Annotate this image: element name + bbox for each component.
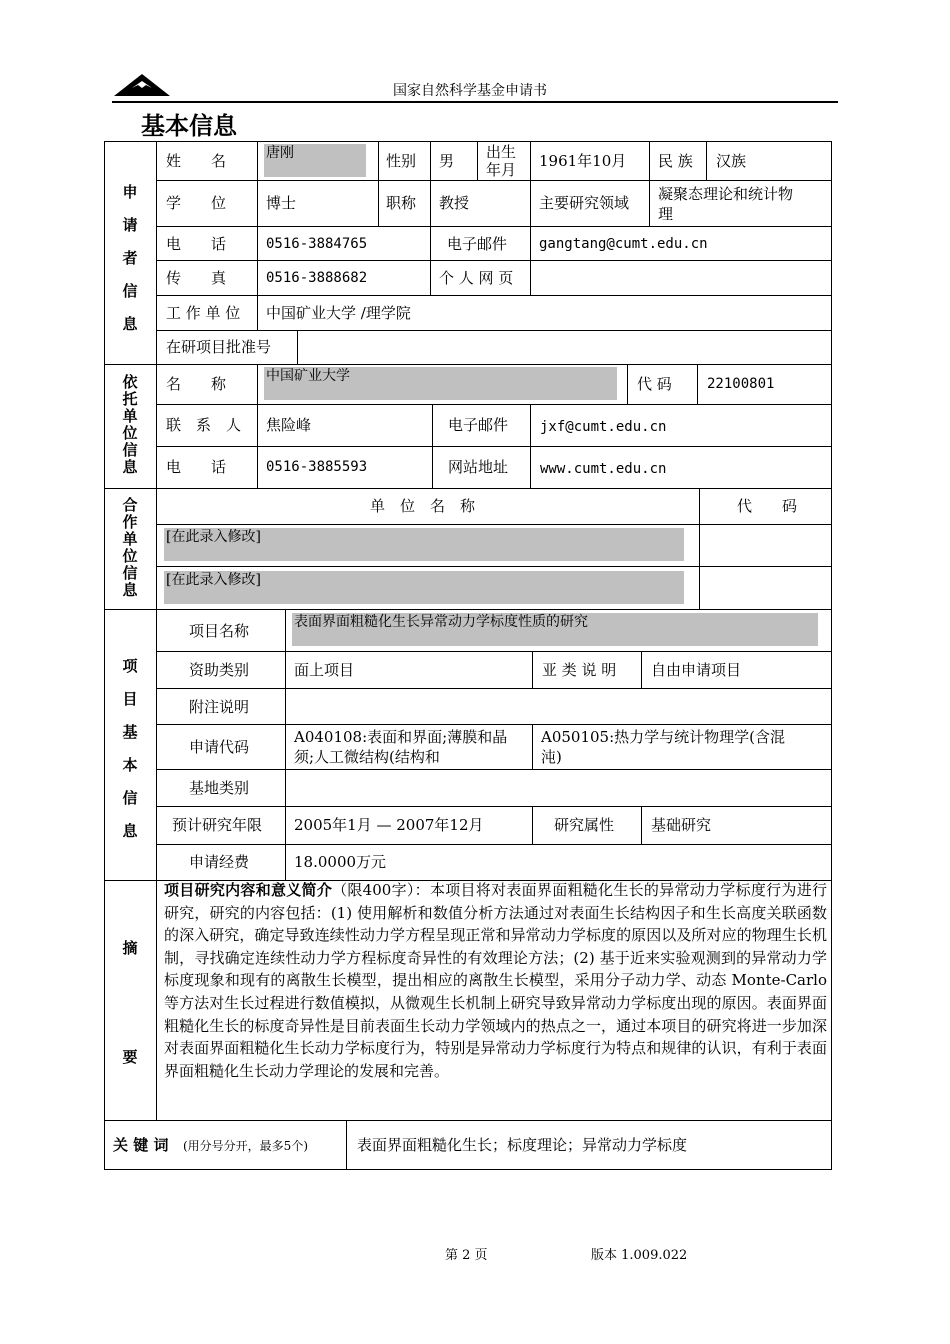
abstract-heading: 项目研究内容和意义简介 — [164, 881, 333, 899]
code-value-2[interactable]: A050105:热力学与统计物理学(含混 沌) — [541, 728, 786, 766]
host-phone-label: 电 话 — [166, 458, 227, 476]
page-number: 第 2 页 — [445, 1248, 488, 1263]
host-email-value[interactable]: jxf@cumt.edu.cn — [540, 419, 667, 435]
abstract-limit: （限400字） — [332, 881, 415, 899]
budget-value[interactable]: 18.0000万元 — [294, 853, 387, 871]
partners-group-label: 合 作 单 位 信 息 — [122, 496, 138, 599]
gender-value[interactable]: 男 — [439, 152, 455, 170]
logo-icon — [112, 70, 172, 100]
attr-value[interactable]: 基础研究 — [651, 816, 712, 834]
abstract-body: ：本项目将对表面界面粗糙化生长的异常动力学标度行为进行研究，研究的内容包括：(1) 使用解析和数值分析方法通过对表面生长结构因子和生长高度关联函数的深入研究，确定导致连续性动力学方程呈现正常和异常动力学标度的原因以及所对应的物理生长机制，寻找确定连续性动力学方程标度奇异性的有效理论方法；(2) 基于近来实验观测到的异常动力学标度现象和现有的离散生长模型，提出相应的离散生长模型，采用分子动力学、动态 Monte-Carlo 等方法对生长过程进行数值模拟，从微观生长机制上研究导致异常动力学标度出现的原因。表面界面粗糙化生长的标度奇异性是目前表面生长动力学领域内的热点之一，通过本项目的研究将进一步加深对表面界面粗糙化生长动力学标度行为，特别是异常动力学标度行为特点和规律的认识，有利于表面界面粗糙化生长动力学理论的发展和完善。 — [164, 881, 827, 1080]
abstract-text[interactable] — [164, 879, 827, 1082]
unit-label: 工 作 单 位 — [166, 304, 241, 322]
keywords-hint: (用分号分开，最多5个) — [183, 1139, 308, 1153]
project-group-label: 项 目 基 本 信 息 — [122, 657, 138, 840]
host-email-label: 电子邮件 — [448, 416, 509, 434]
phone-label: 电 话 — [166, 235, 227, 253]
fax-value[interactable]: 0516-3888682 — [266, 270, 368, 286]
phone-value[interactable]: 0516-3884765 — [266, 236, 368, 252]
degree-value[interactable]: 博士 — [266, 194, 297, 212]
host-group-label: 依 托 单 位 信 息 — [122, 373, 138, 476]
birth-value[interactable]: 1961年10月 — [539, 152, 627, 170]
host-phone-value[interactable]: 0516-3885593 — [266, 459, 368, 475]
fax-label: 传 真 — [166, 269, 227, 287]
contact-label: 联 系 人 — [166, 416, 242, 434]
ethnic-value[interactable]: 汉族 — [716, 152, 747, 170]
host-code-label: 代 码 — [637, 375, 672, 393]
base-label: 基地类别 — [189, 779, 250, 797]
homepage-label: 个 人 网 页 — [439, 269, 514, 287]
site-value[interactable]: www.cumt.edu.cn — [540, 461, 667, 477]
attr-label: 研究属性 — [554, 816, 615, 834]
unit-value[interactable]: 中国矿业大学 /理学院 — [266, 304, 411, 322]
field-label: 主要研究领域 — [539, 194, 630, 212]
partner-row-2[interactable]: [在此录入修改] — [166, 572, 261, 588]
partner-col-code: 代 码 — [737, 497, 798, 515]
email-label: 电子邮件 — [447, 235, 508, 253]
project-name-label: 项目名称 — [189, 622, 250, 640]
email-value[interactable]: gangtang@cumt.edu.cn — [539, 236, 708, 252]
budget-label: 申请经费 — [189, 853, 250, 871]
contact-value[interactable]: 焦险峰 — [266, 416, 312, 434]
subclass-label: 亚 类 说 明 — [542, 661, 617, 679]
abstract-label-bottom: 要 — [122, 1048, 138, 1066]
code-label: 申请代码 — [189, 738, 250, 756]
version: 版本 1.009.022 — [591, 1248, 688, 1263]
subclass-value[interactable]: 自由申请项目 — [651, 661, 742, 679]
note-label: 附注说明 — [189, 698, 250, 716]
project-no-label: 在研项目批准号 — [166, 338, 272, 356]
doc-title: 国家自然科学基金申请书 — [393, 83, 547, 99]
name-label: 姓 名 — [166, 152, 227, 170]
title-label: 职称 — [386, 194, 417, 212]
applicant-group-label: 申 请 者 信 息 — [122, 183, 138, 333]
years-label: 预计研究年限 — [172, 816, 263, 834]
section-title: 基本信息 — [141, 112, 237, 140]
keywords-value[interactable]: 表面界面粗糙化生长；标度理论；异常动力学标度 — [357, 1136, 688, 1154]
project-name-value[interactable]: 表面界面粗糙化生长异常动力学标度性质的研究 — [294, 614, 588, 630]
partner-col-name: 单 位 名 称 — [370, 497, 476, 515]
code-value-1[interactable]: A040108:表面和界面;薄膜和晶 须;人工微结构(结构和 — [294, 728, 508, 766]
degree-label: 学 位 — [166, 194, 227, 212]
fund-value[interactable]: 面上项目 — [294, 661, 355, 679]
ethnic-label: 民 族 — [658, 152, 693, 170]
years-value[interactable]: 2005年1月 — 2007年12月 — [294, 816, 484, 834]
field-value[interactable]: 凝聚态理论和统计物 理 — [658, 185, 794, 223]
abstract-label-top: 摘 — [122, 939, 138, 957]
name-value[interactable]: 唐刚 — [266, 145, 294, 161]
site-label: 网站地址 — [448, 458, 509, 476]
keywords-label: 关 键 词 — [113, 1136, 169, 1154]
host-code-value[interactable]: 22100801 — [707, 376, 775, 392]
host-name-value[interactable]: 中国矿业大学 — [266, 368, 350, 384]
fund-label: 资助类别 — [189, 661, 250, 679]
title-value[interactable]: 教授 — [439, 194, 470, 212]
header-rule — [112, 101, 838, 103]
host-name-label: 名 称 — [166, 375, 227, 393]
birth-label: 出生 年月 — [486, 143, 517, 179]
gender-label: 性别 — [386, 152, 417, 170]
partner-row-1[interactable]: [在此录入修改] — [166, 529, 261, 545]
